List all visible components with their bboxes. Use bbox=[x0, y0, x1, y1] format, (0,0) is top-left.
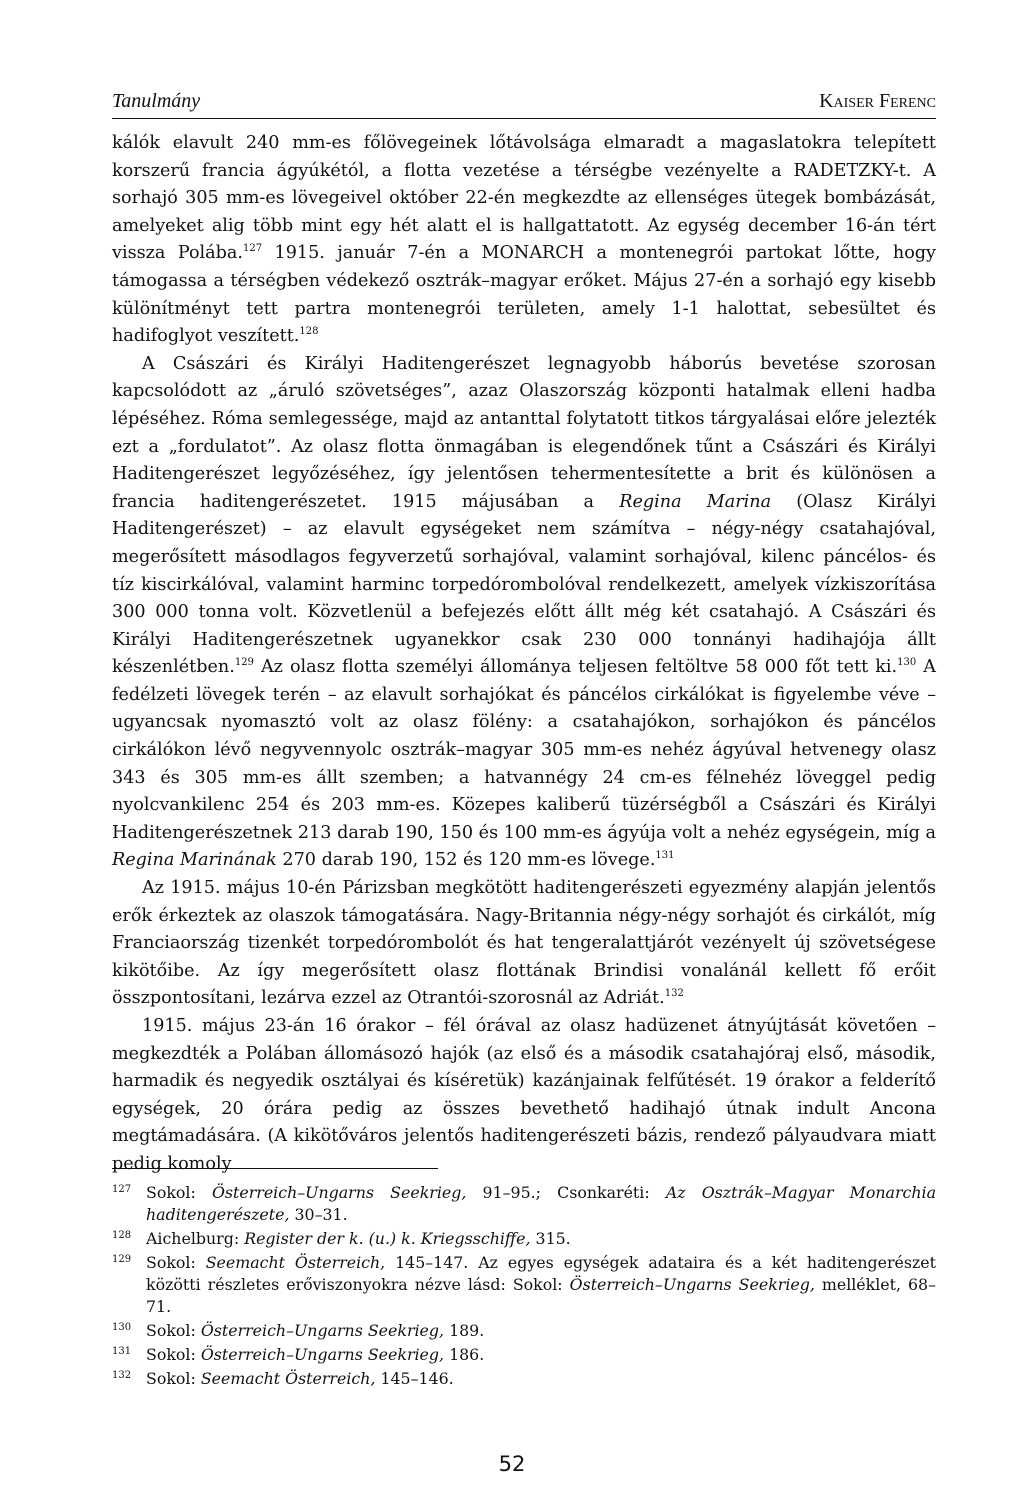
italic-text: Regina Marinának bbox=[112, 850, 277, 871]
paragraph bbox=[112, 1013, 936, 1179]
footnote bbox=[112, 1320, 936, 1342]
text-run: 315. bbox=[530, 1229, 571, 1248]
text-run: melléklet, 68–71. bbox=[146, 1275, 936, 1316]
italic-text: Seemacht Österreich, bbox=[200, 1369, 376, 1388]
text-run: Sokol: bbox=[146, 1253, 206, 1272]
footnote bbox=[112, 1228, 936, 1250]
text-run: 1915. január 7-én a MONARCH a montenegrói partokat lőtte, hogy támogassa a térségben védekező osztrák–magyar erőket. Május 27-én a sorhajó egy kisebb különítményt tett partra montenegrói területen, amely 1-1 halottat, sebesültet és hadifoglyot veszített. bbox=[112, 243, 936, 347]
text-run: 186. bbox=[444, 1345, 485, 1364]
footnote-reference: 129 bbox=[234, 657, 254, 669]
footnote bbox=[112, 1344, 936, 1366]
footnote-number: 130 bbox=[112, 1322, 132, 1333]
footnote bbox=[112, 1252, 936, 1318]
text-run: 1915. május 23-án 16 órakor – fél órával az olasz hadüzenet átnyújtását követően – megkezdték a Polában állomásozó hajók (az első és a második csatahajóraj első, második, harmadik és negyedik osztályai és kíséretük) kazánjainak felfűtését. 19 órakor a felderítő egységek, 20 órára pedig az összes bevethető hadihajó útnak indult Ancona megtámadására. (A kikötőváros jelentős haditengerészeti bázis, rendező pályaudvara miatt pedig komoly bbox=[112, 1016, 936, 1174]
text-run: Sokol: bbox=[146, 1183, 212, 1202]
italic-text: Az Osztrák–Magyar Monarchia haditengerészete, bbox=[146, 1183, 936, 1224]
header-section-title: Tanulmány bbox=[112, 90, 201, 112]
text-run: Aichelburg: bbox=[146, 1229, 245, 1248]
running-header bbox=[112, 88, 936, 119]
text-run: A fedélzeti lövegek terén – az elavult sorhajókat és páncélos cirkálókat is figyelembe véve – ugyancsak nyomasztó volt az olasz fölény: a csatahajókon, sorhajókon és páncélos cirkálókon lévő negyvennyolc osztrák–magyar 305 mm-es nehéz ágyúval hetvenegy olasz 343 és 305 mm-es állt szemben; a hatvannégy 24 cm-es félnehéz löveggel pedig nyolcvankilenc 254 és 203 mm-es. Közepes kaliberű tüzérségből a Császári és Királyi Haditengerészetnek 213 darab 190, 150 és 100 mm-es ágyúja volt a nehéz egységein, míg a bbox=[112, 657, 936, 843]
italic-text: Seemacht Österreich, bbox=[205, 1253, 386, 1272]
page-number: 52 bbox=[498, 1452, 526, 1476]
paragraph bbox=[112, 130, 936, 351]
footnote-number: 128 bbox=[112, 1230, 132, 1241]
italic-text: Register der k. (u.) k. Kriegsschiffe, bbox=[244, 1229, 531, 1248]
paragraph bbox=[112, 875, 936, 1013]
text-run: Sokol: bbox=[146, 1321, 201, 1340]
header-author: Kaiser Ferenc bbox=[819, 90, 936, 112]
footnote-reference: 132 bbox=[664, 988, 684, 1000]
italic-text: Österreich–Ungarns Seekrieg, bbox=[200, 1345, 445, 1364]
footnote-reference: 128 bbox=[299, 326, 319, 338]
text-run: Sokol: bbox=[146, 1369, 201, 1388]
text-run: 145–147. Az egyes egységek adataira és a két haditengerészet közötti részletes erőviszonyokra nézve lásd: Sokol: bbox=[146, 1253, 937, 1294]
footnote-separator bbox=[112, 1168, 438, 1169]
text-run: 145–146. bbox=[375, 1369, 454, 1388]
footnote-number: 131 bbox=[112, 1346, 132, 1357]
text-run: (Olasz Királyi Haditengerészet) – az elavult egységeket nem számítva – négy-négy csatahajóval, megerősített másodlagos fegyverzetű sorhajóval, valamint sorhajóval, kilenc páncélos- és tíz kiscirkálóval, valamint harminc torpedórombolóval rendelkezett, amelyek vízkiszorítása 300 000 tonna volt. Közvetlenül a befejezés előtt állt még két csatahajó. A Császári és Királyi Haditengerészetnek ugyanekkor csak 230 000 tonnányi hadihajója állt készenlétben. bbox=[112, 491, 936, 678]
italic-text: Österreich–Ungarns Seekrieg, bbox=[200, 1321, 445, 1340]
footnote bbox=[112, 1182, 936, 1226]
footnote-number: 127 bbox=[112, 1184, 132, 1195]
footnote-number: 129 bbox=[112, 1254, 132, 1265]
text-run: Sokol: bbox=[146, 1345, 201, 1364]
italic-text: Regina Marina bbox=[619, 491, 772, 512]
text-run: A Császári és Királyi Haditengerészet legnagyobb háborús bevetése szorosan kapcsolódott az „áruló szövetséges”, azaz Olaszország központi hatalmak elleni hadba lépéséhez. Róma semlegessége, majd az antanttal folytatott titkos tárgyalásai előre jelezték ezt a „fordulatot”. Az olasz flotta önmagában is elegendőnek tűnt a Császári és Királyi Haditengerészet legyőzéséhez, így jelentősen tehermentesítette a brit és különösen a francia haditengerészetet. 1915 májusában a bbox=[112, 353, 936, 512]
footnote-number: 132 bbox=[112, 1370, 132, 1381]
footnote-reference: 131 bbox=[655, 850, 675, 862]
text-run: Az 1915. május 10-én Párizsban megkötött haditengerészeti egyezmény alapján jelentős erők érkeztek az olaszok támogatására. Nagy-Britannia négy-négy sorhajót és cirkálót, míg Franciaország tizenkét torpedórombolót és hat tengeralattjárót vezényelt új szövetségese kikötőibe. Az így megerősített olasz flottának Brindisi vonalánál kellett fő erőit összpontosítani, lezárva ezzel az Otrantói-szorosnál az Adriát. bbox=[112, 878, 936, 1009]
text-run: 91–95.; Csonkaréti: bbox=[466, 1183, 666, 1202]
text-run: 270 darab 190, 152 és 120 mm-es lövege. bbox=[276, 850, 656, 871]
italic-text: Österreich–Ungarns Seekrieg, bbox=[569, 1275, 815, 1294]
footnote bbox=[112, 1368, 936, 1390]
footnote-reference: 130 bbox=[897, 657, 917, 669]
text-run: kálók elavult 240 mm-es főlövegeinek lőtávolsága elmaradt a magaslatokra telepített korszerű francia ágyúkétól, a flotta vezetése a térségbe vezényelte a RADETZKY-t. A sorhajó 305 mm-es lövegeivel október 22-én megkezdte az ellenséges ütegek bombázását, amelyeket alig több mint egy hét alatt el is hallgattatott. Az egység december 16-án tért vissza Polába. bbox=[112, 133, 936, 264]
italic-text: Österreich–Ungarns Seekrieg, bbox=[211, 1183, 467, 1202]
text-run: Az olasz flotta személyi állománya teljesen feltöltve 58 000 főt tett ki. bbox=[253, 657, 898, 678]
paragraph bbox=[112, 351, 936, 875]
text-run: 30–31. bbox=[289, 1205, 348, 1224]
footnote-reference: 127 bbox=[243, 243, 263, 255]
text-run: 189. bbox=[444, 1321, 485, 1340]
body-text bbox=[112, 130, 936, 1179]
footnotes bbox=[112, 1182, 936, 1392]
